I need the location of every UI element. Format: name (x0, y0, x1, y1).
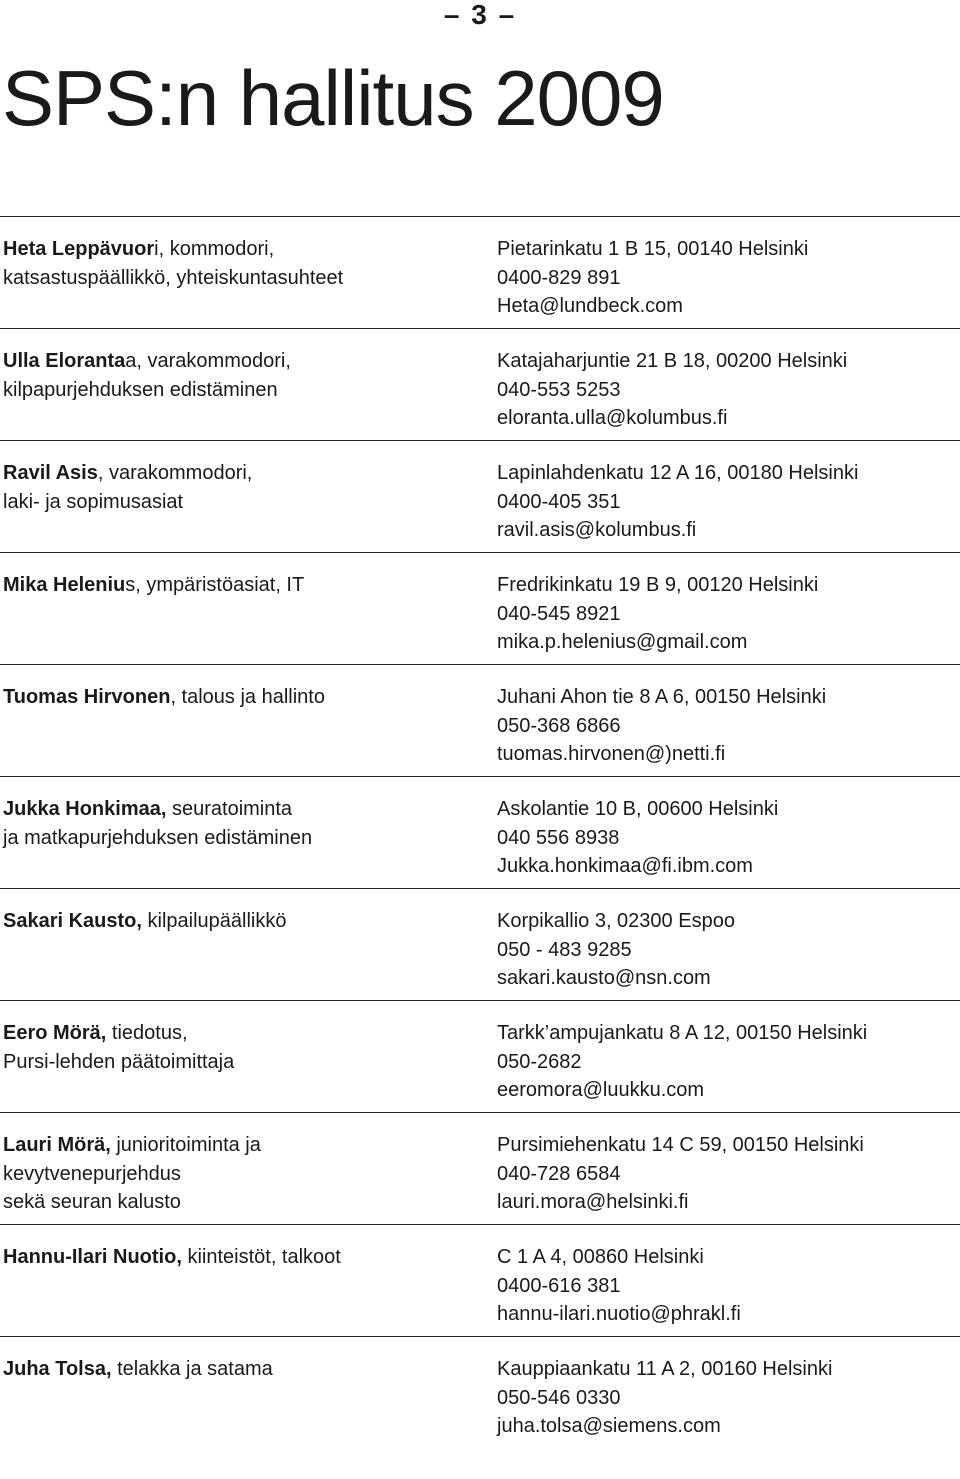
member-role: telakka ja satama (111, 1358, 273, 1380)
member-address: Korpikallio 3, 02300 Espoo (497, 910, 735, 932)
member-address: Pursimiehenkatu 14 C 59, 00150 Helsinki (497, 1134, 864, 1156)
member-address: Lapinlahdenkatu 12 A 16, 00180 Helsinki (497, 462, 859, 484)
member-email[interactable]: Jukka.honkimaa@fi.ibm.com (497, 855, 753, 877)
member-address: Tarkk’ampujankatu 8 A 12, 00150 Helsinki (497, 1022, 868, 1044)
member-contact (497, 795, 957, 881)
member-role: kilpailupäällikkö (141, 910, 287, 932)
page-number: – 3 – (443, 0, 517, 30)
member-phone: 050-2682 (497, 1050, 582, 1073)
member-role-line (3, 683, 483, 712)
member-row (0, 888, 960, 1000)
board-member-list (0, 216, 960, 1451)
member-row (0, 1336, 960, 1451)
member-name-role (3, 347, 483, 404)
member-role-line (3, 347, 483, 376)
member-role: kiinteistöt, talkoot (181, 1246, 341, 1268)
member-role-line (3, 459, 483, 488)
member-name-role (3, 795, 483, 852)
member-contact (497, 683, 957, 769)
member-address: Katajaharjuntie 21 B 18, 00200 Helsinki (497, 350, 848, 372)
member-address: Pietarinkatu 1 B 15, 00140 Helsinki (497, 238, 809, 260)
member-email[interactable]: eloranta.ulla@kolumbus.fi (497, 407, 728, 429)
member-phone: 040-728 6584 (497, 1162, 621, 1185)
member-contact (497, 571, 957, 657)
member-contact (497, 1131, 957, 1217)
member-email[interactable]: sakari.kausto@nsn.com (497, 967, 711, 989)
member-row (0, 1224, 960, 1336)
member-phone: 040-553 5253 (497, 378, 621, 401)
member-phone: 0400-405 351 (497, 490, 621, 513)
member-name: Ulla Eloranta (3, 350, 126, 372)
member-email[interactable]: Heta@lundbeck.com (497, 295, 683, 317)
member-email[interactable]: lauri.mora@helsinki.fi (497, 1191, 689, 1213)
member-name: Heta Leppävuor (3, 238, 155, 260)
member-address: Askolantie 10 B, 00600 Helsinki (497, 798, 779, 820)
member-role-line (3, 1131, 483, 1160)
member-role-line (3, 571, 483, 600)
member-name-role (3, 571, 483, 600)
member-role: a, varakommodori, (125, 350, 291, 372)
member-row (0, 1000, 960, 1112)
member-role: tiedotus, (106, 1022, 188, 1044)
member-email[interactable]: tuomas.hirvonen@)netti.fi (497, 743, 726, 765)
member-role-line: laki- ja sopimusasiat (3, 490, 184, 513)
member-role-line: kilpapurjehduksen edistäminen (3, 378, 278, 401)
member-name: Hannu-Ilari Nuotio, (3, 1246, 182, 1268)
member-role-line: Pursi-lehden päätoimittaja (3, 1050, 235, 1073)
member-name-role (3, 1355, 483, 1384)
member-name-role (3, 1019, 483, 1076)
member-row (0, 328, 960, 440)
member-name-role (3, 235, 483, 292)
member-phone: 050-368 6866 (497, 714, 621, 737)
member-name-role (3, 1131, 483, 1217)
member-role-line (3, 235, 483, 264)
member-role-line: katsastuspäällikkö, yhteiskuntasuhteet (3, 266, 344, 289)
member-name: Lauri Mörä, (3, 1134, 111, 1156)
member-address: Fredrikinkatu 19 B 9, 00120 Helsinki (497, 574, 819, 596)
member-row (0, 552, 960, 664)
member-contact (497, 907, 957, 993)
member-role: i, kommodori, (154, 238, 275, 260)
member-name: Sakari Kausto, (3, 910, 142, 932)
member-role: junioritoiminta ja (110, 1134, 261, 1156)
member-name: Eero Mörä, (3, 1022, 107, 1044)
member-email[interactable]: mika.p.helenius@gmail.com (497, 631, 748, 653)
member-role: , varakommodori, (97, 462, 253, 484)
member-role-line: sekä seuran kalusto (3, 1191, 181, 1213)
member-role: seuratoiminta (166, 798, 293, 820)
member-role-line: kevytvenepurjehdus (3, 1162, 181, 1185)
member-phone: 0400-829 891 (497, 266, 621, 289)
member-role-line (3, 795, 483, 824)
member-phone: 050-546 0330 (497, 1386, 621, 1409)
member-role-line (3, 1019, 483, 1048)
member-name: Ravil Asis (3, 462, 98, 484)
member-phone: 050 - 483 9285 (497, 938, 632, 961)
member-role-line (3, 1355, 483, 1384)
member-email[interactable]: juha.tolsa@siemens.com (497, 1415, 721, 1437)
member-email[interactable]: ravil.asis@kolumbus.fi (497, 519, 697, 541)
member-row (0, 440, 960, 552)
member-role: s, ympäristöasiat, IT (125, 574, 305, 596)
member-row (0, 1112, 960, 1224)
member-name: Juha Tolsa, (3, 1358, 112, 1380)
member-contact (497, 1355, 957, 1441)
member-name: Mika Heleniu (3, 574, 126, 596)
member-name-role (3, 459, 483, 516)
member-address: C 1 A 4, 00860 Helsinki (497, 1246, 704, 1268)
member-row (0, 216, 960, 328)
member-name-role (3, 1243, 483, 1272)
member-phone: 0400-616 381 (497, 1274, 621, 1297)
member-name: Tuomas Hirvonen (3, 686, 171, 708)
member-role: , talous ja hallinto (170, 686, 325, 708)
member-contact (497, 1243, 957, 1329)
member-address: Kauppiaankatu 11 A 2, 00160 Helsinki (497, 1358, 833, 1380)
member-name: Jukka Honkimaa, (3, 798, 167, 820)
member-role-line (3, 907, 483, 936)
member-email[interactable]: hannu-ilari.nuotio@phrakl.fi (497, 1303, 741, 1325)
member-contact (497, 235, 957, 321)
member-email[interactable]: eeromora@luukku.com (497, 1079, 705, 1101)
page-title: SPS:n hallitus 2009 (2, 54, 664, 142)
member-name-role (3, 907, 483, 936)
member-contact (497, 459, 957, 545)
member-row (0, 664, 960, 776)
member-row (0, 776, 960, 888)
member-contact (497, 1019, 957, 1105)
member-phone: 040 556 8938 (497, 826, 620, 849)
member-phone: 040-545 8921 (497, 602, 621, 625)
member-contact (497, 347, 957, 433)
member-name-role (3, 683, 483, 712)
member-role-line: ja matkapurjehduksen edistäminen (3, 826, 313, 849)
member-address: Juhani Ahon tie 8 A 6, 00150 Helsinki (497, 686, 827, 708)
member-role-line (3, 1243, 483, 1272)
